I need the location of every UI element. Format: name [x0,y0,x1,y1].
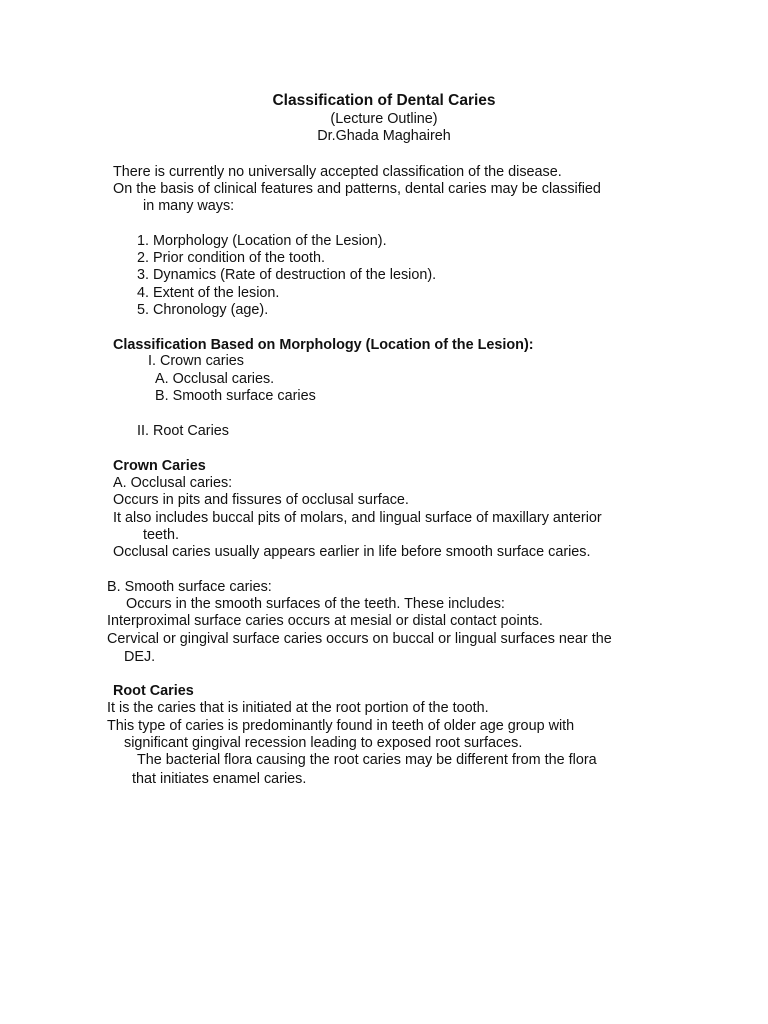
page-title: Classification of Dental Caries [272,92,496,109]
section-heading-morphology: Classification Based on Morphology (Location of the Lesion): [113,337,534,353]
intro-line: On the basis of clinical features and patterns, dental caries may be classified [113,181,601,197]
paragraph-line: that initiates enamel caries. [132,771,307,787]
paragraph-line: Cervical or gingival surface caries occurs on buccal or lingual surfaces near the [107,631,612,647]
paragraph-line: A. Occlusal caries: [113,475,233,491]
paragraph-line: The bacterial flora causing the root caries may be different from the flora [137,752,597,768]
list-item: 1. Morphology (Location of the Lesion). [137,233,387,249]
paragraph-line: It also includes buccal pits of molars, and lingual surface of maxillary anterior [113,510,602,526]
paragraph-line: B. Smooth surface caries: [107,579,272,595]
paragraph-line: significant gingival recession leading to exposed root surfaces. [124,735,523,751]
section-heading-crown-caries: Crown Caries [113,458,206,474]
paragraph-line: Interproximal surface caries occurs at mesial or distal contact points. [107,613,543,629]
outline-item: B. Smooth surface caries [155,388,316,404]
paragraph-line: Occlusal caries usually appears earlier in life before smooth surface caries. [113,544,591,560]
list-item: 4. Extent of the lesion. [137,285,280,301]
section-heading-root-caries: Root Caries [113,683,194,699]
paragraph-line: This type of caries is predominantly found in teeth of older age group with [107,718,575,734]
outline-item: A. Occlusal caries. [155,371,275,387]
author-name: Dr.Ghada Maghaireh [317,128,451,144]
outline-item: II. Root Caries [137,423,229,439]
paragraph-line: teeth. [143,527,180,543]
paragraph-line: It is the caries that is initiated at the root portion of the tooth. [107,700,489,716]
page-subtitle: (Lecture Outline) [330,111,438,127]
intro-line: in many ways: [143,198,235,214]
paragraph-line: DEJ. [124,649,156,665]
list-item: 3. Dynamics (Rate of destruction of the lesion). [137,267,437,283]
list-item: 5. Chronology (age). [137,302,269,318]
intro-line: There is currently no universally accepted classification of the disease. [113,164,562,180]
outline-item: I. Crown caries [148,353,244,369]
paragraph-line: Occurs in the smooth surfaces of the teeth. These includes: [126,596,505,612]
paragraph-line: Occurs in pits and fissures of occlusal surface. [113,492,409,508]
list-item: 2. Prior condition of the tooth. [137,250,325,266]
